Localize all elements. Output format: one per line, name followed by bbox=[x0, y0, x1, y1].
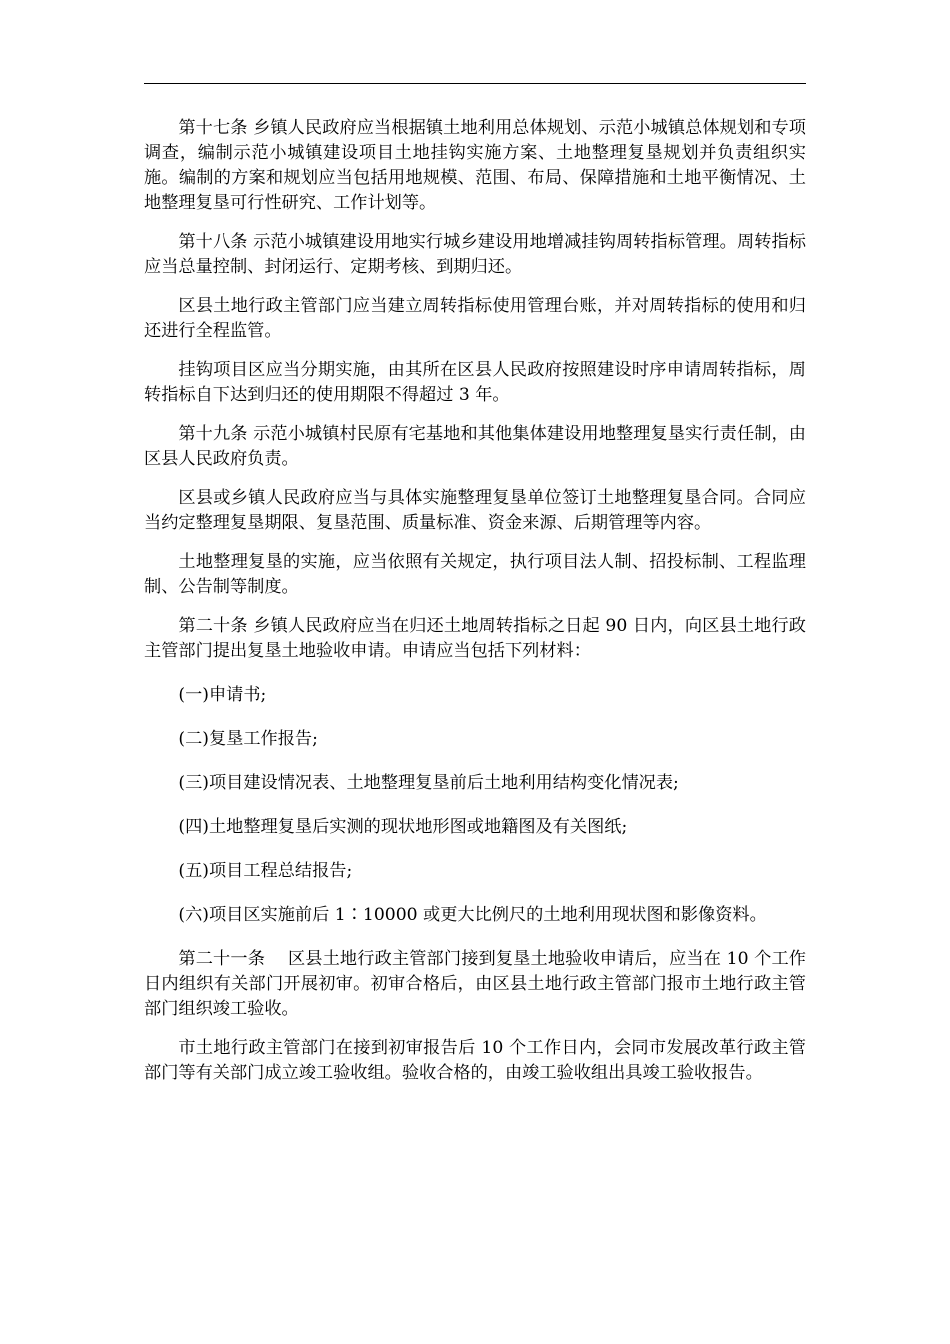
article-19-contract-paragraph: 区县或乡镇人民政府应当与具体实施整理复垦单位签订土地整理复垦合同。合同应当约定整理复垦期限、复垦范围、质量标准、资金来源、后期管理等内容。 bbox=[144, 488, 806, 533]
article-17-paragraph: 第十七条 乡镇人民政府应当根据镇土地利用总体规划、示范小城镇总体规划和专项调查，编制示范小城镇建设项目土地挂钩实施方案、土地整理复垦规划并负责组织实施。编制的方案和规划应当包括用地规模、范围、布局、保障措施和土地平衡情况、土地整理复垦可行性研究、工作计划等。 bbox=[144, 118, 806, 213]
article-18-ledger-paragraph: 区县土地行政主管部门应当建立周转指标使用管理台账，并对周转指标的使用和归还进行全程监管。 bbox=[144, 296, 806, 341]
article-21-paragraph: 第二十一条 区县土地行政主管部门接到复垦土地验收申请后，应当在 10 个工作日内组织有关部门开展初审。初审合格后，由区县土地行政主管部门报市土地行政主管部门组织竣工验收。 bbox=[144, 949, 806, 1019]
list-item: (五)项目工程总结报告; bbox=[178, 861, 353, 881]
article-21-acceptance-paragraph: 市土地行政主管部门在接到初审报告后 10 个工作日内，会同市发展改革行政主管部门等有关部门成立竣工验收组。验收合格的，由竣工验收组出具竣工验收报告。 bbox=[144, 1038, 806, 1083]
header-rule bbox=[144, 83, 806, 84]
article-19-paragraph: 第十九条 示范小城镇村民原有宅基地和其他集体建设用地整理复垦实行责任制，由区县人民政府负责。 bbox=[144, 424, 806, 469]
list-item: (六)项目区实施前后 1∶10000 或更大比例尺的土地利用现状图和影像资料。 bbox=[178, 905, 767, 925]
document-body bbox=[144, 116, 806, 1100]
article-18-paragraph: 第十八条 示范小城镇建设用地实行城乡建设用地增减挂钩周转指标管理。周转指标应当总量控制、封闭运行、定期考核、到期归还。 bbox=[144, 232, 806, 277]
list-item: (三)项目建设情况表、土地整理复垦前后土地利用结构变化情况表; bbox=[178, 773, 679, 793]
article-18-phasing-paragraph: 挂钩项目区应当分期实施，由其所在区县人民政府按照建设时序申请周转指标，周转指标自下达到归还的使用期限不得超过 3 年。 bbox=[144, 360, 806, 405]
article-20-paragraph: 第二十条 乡镇人民政府应当在归还土地周转指标之日起 90 日内，向区县土地行政主管部门提出复垦土地验收申请。申请应当包括下列材料： bbox=[144, 616, 806, 661]
article-19-implementation-paragraph: 土地整理复垦的实施，应当依照有关规定，执行项目法人制、招投标制、工程监理制、公告制等制度。 bbox=[144, 552, 806, 597]
list-item: (二)复垦工作报告; bbox=[178, 729, 318, 749]
list-item: (一)申请书; bbox=[178, 685, 267, 705]
list-item: (四)土地整理复垦后实测的现状地形图或地籍图及有关图纸; bbox=[178, 817, 628, 837]
